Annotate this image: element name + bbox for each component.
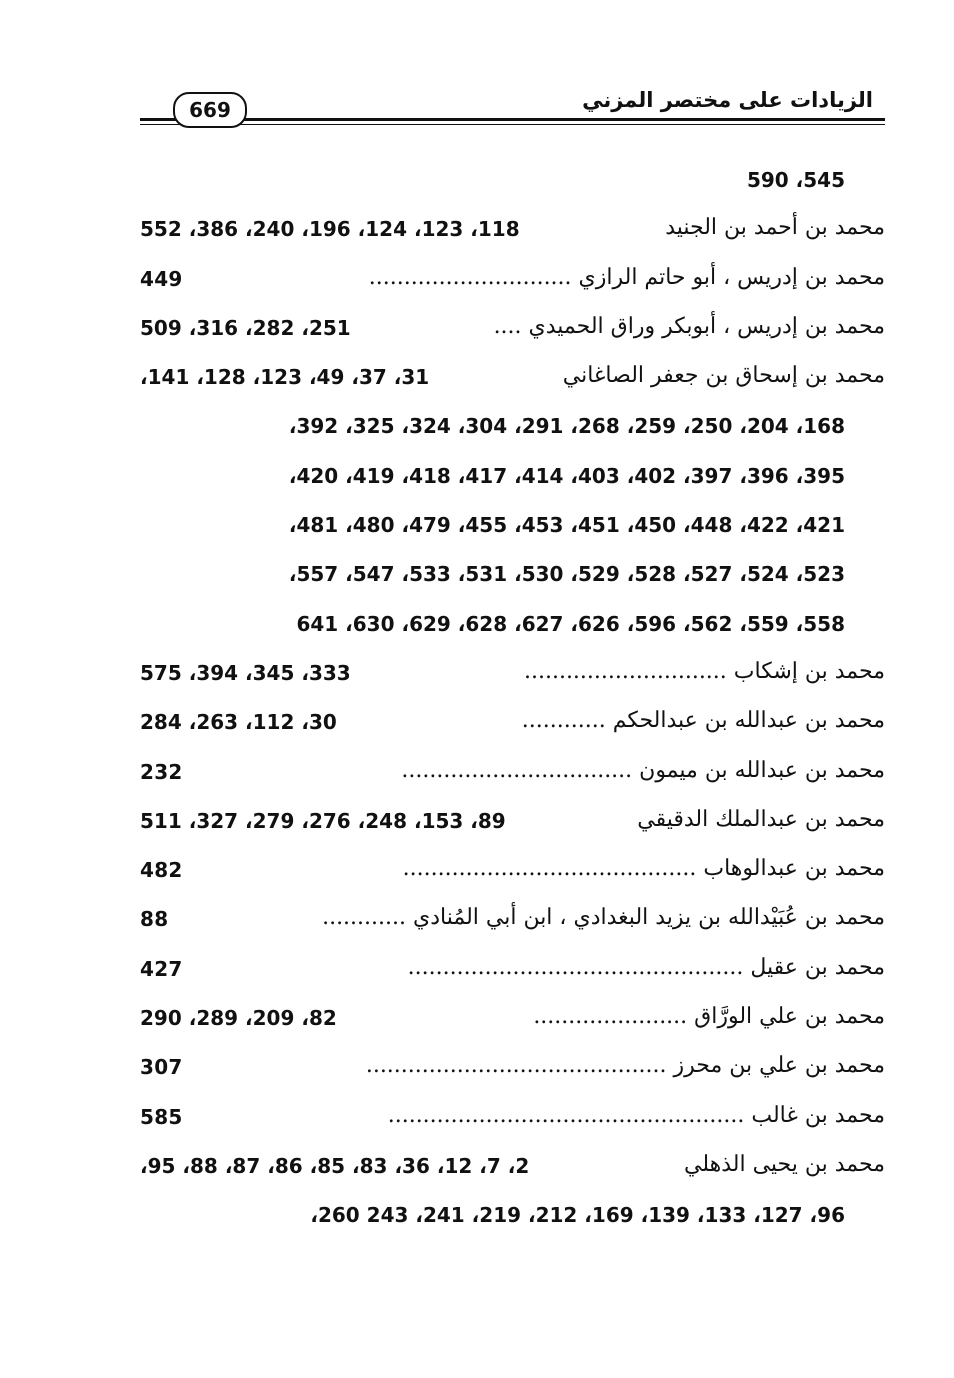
entry-name: محمد بن إشكاب ............................. — [523, 658, 885, 684]
entry-pages: 558، 559، 562، 596، 626، 627، 628، 629، 630، 641 — [296, 611, 845, 636]
index-entries — [140, 160, 885, 1245]
index-line — [140, 160, 885, 209]
index-line — [140, 801, 885, 850]
entry-pages: 523، 524، 527، 528، 529، 530، 531، 533، 547، 557، — [288, 562, 845, 587]
index-line — [140, 406, 885, 455]
entry-name: محمد بن عبدالله بن عبدالحكم ............ — [521, 708, 885, 734]
page-number: 669 — [173, 92, 247, 128]
entry-pages: 421، 422، 448، 450، 451، 453، 455، 479، 480، 481، — [288, 513, 845, 538]
index-line — [140, 998, 885, 1047]
entry-pages: 333، 345، 394، 575 — [140, 660, 351, 685]
entry-pages: 89، 153، 248، 276، 279، 327، 511 — [140, 808, 506, 833]
entry-pages: 96، 127، 133، 139، 169، 212، 219، 241، 243 260، — [310, 1203, 845, 1228]
page-header — [140, 84, 885, 130]
entry-name: محمد بن علي بن محرز ........................................... — [365, 1053, 885, 1079]
entry-pages: 31، 37، 49، 123، 128، 141، — [140, 365, 430, 390]
entry-pages: 82، 209، 289، 290 — [140, 1006, 337, 1031]
entry-pages: 118، 123، 124، 196، 240، 386، 552 — [140, 217, 520, 242]
entry-name: محمد بن عقيل ................................................ — [407, 954, 885, 980]
entry-name: محمد بن إسحاق بن جعفر الصاغاني — [562, 363, 885, 389]
index-line — [140, 850, 885, 899]
index-line — [140, 1195, 885, 1244]
entry-pages: 482 — [140, 858, 183, 883]
entry-pages: 88 — [140, 907, 169, 932]
index-line — [140, 702, 885, 751]
entry-name: محمد بن عبدالملك الدقيقي — [637, 806, 885, 832]
book-title: الزيادات على مختصر المزني — [582, 88, 873, 112]
header-rule-thin — [140, 124, 885, 125]
entry-pages: 2، 7، 12، 36، 83، 85، 86، 87، 88، 95، — [140, 1153, 530, 1178]
index-line — [140, 1097, 885, 1146]
index-line — [140, 949, 885, 998]
entry-pages: 232 — [140, 759, 183, 784]
entry-name: محمد بن عبدالله بن ميمون ................................. — [401, 757, 885, 783]
entry-pages: 545، 590 — [746, 168, 845, 192]
entry-pages: 585 — [140, 1104, 183, 1129]
entry-name: محمد بن علي الورَّاق ...................... — [533, 1004, 885, 1030]
index-line — [140, 899, 885, 948]
entry-pages: 307 — [140, 1055, 183, 1080]
index-line — [140, 357, 885, 406]
entry-name: محمد بن عُبَيْدالله بن يزيد البغدادي ، ابن أبي المُنادي ............ — [322, 905, 885, 931]
index-line — [140, 1146, 885, 1195]
index-line — [140, 653, 885, 702]
index-line — [140, 604, 885, 653]
entry-pages: 30، 112، 263، 284 — [140, 710, 337, 735]
index-line — [140, 456, 885, 505]
entry-name: محمد بن إدريس ، أبوبكر وراق الحميدي .... — [493, 313, 885, 339]
entry-name: محمد بن غالب ................................................... — [387, 1102, 885, 1128]
index-line — [140, 259, 885, 308]
entry-pages: 168، 204، 250، 259، 268، 291، 304، 324، 325، 392، — [288, 414, 845, 439]
index-line — [140, 554, 885, 603]
entry-name: محمد بن يحيى الذهلي — [684, 1151, 885, 1177]
entry-pages: 395، 396، 397، 402، 403، 414، 417، 418، 419، 420، — [288, 463, 845, 488]
entry-name: محمد بن عبدالوهاب .......................................... — [402, 856, 885, 882]
entry-pages: 427 — [140, 956, 183, 981]
index-line — [140, 1047, 885, 1096]
entry-pages: 251، 282، 316، 509 — [140, 315, 351, 340]
index-line — [140, 505, 885, 554]
entry-pages: 449 — [140, 266, 183, 291]
index-line — [140, 209, 885, 258]
entry-name: محمد بن أحمد بن الجنيد — [665, 215, 885, 241]
index-line — [140, 308, 885, 357]
header-rule-thick — [140, 118, 885, 121]
entry-name: محمد بن إدريس ، أبو حاتم الرازي ............................. — [368, 264, 885, 290]
index-line — [140, 752, 885, 801]
